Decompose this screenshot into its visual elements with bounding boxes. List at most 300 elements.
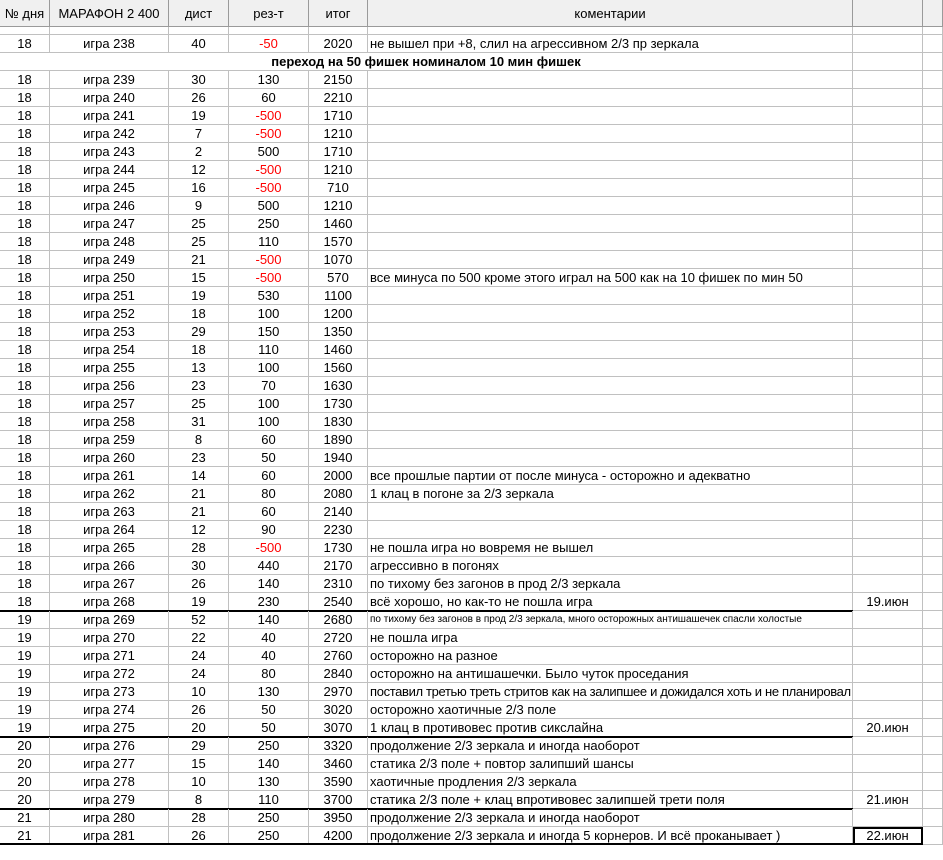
- spacer-cell[interactable]: [853, 27, 923, 35]
- day-cell[interactable]: 18: [0, 593, 50, 611]
- dist-cell[interactable]: 24: [169, 647, 229, 665]
- total-cell[interactable]: 1460: [309, 215, 368, 233]
- day-cell[interactable]: 18: [0, 143, 50, 161]
- game-cell[interactable]: игра 249: [50, 251, 169, 269]
- empty-cell[interactable]: [923, 359, 943, 377]
- day-cell[interactable]: 18: [0, 377, 50, 395]
- dist-cell[interactable]: 10: [169, 683, 229, 701]
- result-cell[interactable]: 100: [229, 395, 309, 413]
- result-cell[interactable]: 60: [229, 467, 309, 485]
- total-cell[interactable]: 2310: [309, 575, 368, 593]
- comment-cell[interactable]: [368, 431, 853, 449]
- total-cell[interactable]: 2080: [309, 485, 368, 503]
- empty-cell[interactable]: [923, 395, 943, 413]
- game-cell[interactable]: игра 274: [50, 701, 169, 719]
- comment-cell[interactable]: по тихому без загонов в прод 2/3 зеркала: [368, 575, 853, 593]
- result-cell[interactable]: 80: [229, 485, 309, 503]
- total-cell[interactable]: 1210: [309, 197, 368, 215]
- game-cell[interactable]: игра 268: [50, 593, 169, 611]
- date-cell[interactable]: [853, 305, 923, 323]
- day-cell[interactable]: 21: [0, 827, 50, 845]
- day-cell[interactable]: 18: [0, 269, 50, 287]
- date-cell[interactable]: [853, 701, 923, 719]
- dist-cell[interactable]: 29: [169, 323, 229, 341]
- result-cell[interactable]: -500: [229, 161, 309, 179]
- day-cell[interactable]: 21: [0, 809, 50, 827]
- comment-cell[interactable]: 1 клац в погоне за 2/3 зеркала: [368, 485, 853, 503]
- result-cell[interactable]: 230: [229, 593, 309, 611]
- result-cell[interactable]: 60: [229, 503, 309, 521]
- game-cell[interactable]: игра 276: [50, 737, 169, 755]
- date-cell[interactable]: [853, 629, 923, 647]
- game-cell[interactable]: игра 277: [50, 755, 169, 773]
- date-cell[interactable]: [853, 539, 923, 557]
- game-cell[interactable]: игра 278: [50, 773, 169, 791]
- game-cell[interactable]: игра 254: [50, 341, 169, 359]
- result-cell[interactable]: -500: [229, 269, 309, 287]
- spacer-cell[interactable]: [309, 27, 368, 35]
- day-cell[interactable]: 20: [0, 737, 50, 755]
- day-cell[interactable]: 19: [0, 629, 50, 647]
- day-cell[interactable]: 19: [0, 683, 50, 701]
- comment-cell[interactable]: по тихому без загонов в прод 2/3 зеркала, много осторожных антишашечек спасли холостые: [368, 611, 853, 629]
- total-cell[interactable]: 2170: [309, 557, 368, 575]
- total-cell[interactable]: 1210: [309, 161, 368, 179]
- date-cell[interactable]: [853, 197, 923, 215]
- result-cell[interactable]: 130: [229, 683, 309, 701]
- dist-cell[interactable]: 28: [169, 809, 229, 827]
- result-cell[interactable]: 500: [229, 143, 309, 161]
- comment-cell[interactable]: не вышел при +8, слил на агрессивном 2/3 пр зеркала: [368, 35, 853, 53]
- result-cell[interactable]: 250: [229, 215, 309, 233]
- date-cell[interactable]: [853, 755, 923, 773]
- game-cell[interactable]: игра 267: [50, 575, 169, 593]
- header-result[interactable]: рез-т: [229, 0, 309, 27]
- empty-cell[interactable]: [923, 305, 943, 323]
- result-cell[interactable]: 250: [229, 737, 309, 755]
- result-cell[interactable]: -500: [229, 251, 309, 269]
- dist-cell[interactable]: 22: [169, 629, 229, 647]
- comment-cell[interactable]: [368, 107, 853, 125]
- dist-cell[interactable]: 14: [169, 467, 229, 485]
- empty-cell[interactable]: [923, 53, 943, 71]
- total-cell[interactable]: 1100: [309, 287, 368, 305]
- dist-cell[interactable]: 12: [169, 161, 229, 179]
- comment-cell[interactable]: осторожно на разное: [368, 647, 853, 665]
- dist-cell[interactable]: 40: [169, 35, 229, 53]
- result-cell[interactable]: -500: [229, 125, 309, 143]
- total-cell[interactable]: 2230: [309, 521, 368, 539]
- dist-cell[interactable]: 26: [169, 827, 229, 845]
- empty-cell[interactable]: [923, 323, 943, 341]
- comment-cell[interactable]: [368, 233, 853, 251]
- comment-cell[interactable]: все минуса по 500 кроме этого играл на 500 как на 10 фишек по мин 50: [368, 269, 853, 287]
- result-cell[interactable]: -500: [229, 179, 309, 197]
- dist-cell[interactable]: 18: [169, 341, 229, 359]
- comment-cell[interactable]: [368, 125, 853, 143]
- dist-cell[interactable]: 26: [169, 701, 229, 719]
- header-marathon[interactable]: МАРАФОН 2 400: [50, 0, 169, 27]
- total-cell[interactable]: 2150: [309, 71, 368, 89]
- comment-cell[interactable]: [368, 161, 853, 179]
- day-cell[interactable]: 18: [0, 125, 50, 143]
- comment-cell[interactable]: агрессивно в погонях: [368, 557, 853, 575]
- total-cell[interactable]: 3590: [309, 773, 368, 791]
- empty-cell[interactable]: [923, 269, 943, 287]
- empty-cell[interactable]: [923, 35, 943, 53]
- day-cell[interactable]: 18: [0, 467, 50, 485]
- empty-cell[interactable]: [923, 611, 943, 629]
- header-dist[interactable]: дист: [169, 0, 229, 27]
- header-empty-2[interactable]: [923, 0, 943, 27]
- comment-cell[interactable]: статика 2/3 поле + клац впротивовес залипшей трети поля: [368, 791, 853, 809]
- comment-cell[interactable]: поставил третью треть стритов как на залипшее и дожидался хоть и не планировал: [368, 683, 853, 701]
- total-cell[interactable]: 1730: [309, 395, 368, 413]
- comment-cell[interactable]: все прошлые партии от после минуса - осторожно и адекватно: [368, 467, 853, 485]
- dist-cell[interactable]: 21: [169, 485, 229, 503]
- game-cell[interactable]: игра 256: [50, 377, 169, 395]
- day-cell[interactable]: 19: [0, 611, 50, 629]
- game-cell[interactable]: игра 240: [50, 89, 169, 107]
- comment-cell[interactable]: статика 2/3 поле + повтор залипший шансы: [368, 755, 853, 773]
- result-cell[interactable]: 440: [229, 557, 309, 575]
- result-cell[interactable]: 100: [229, 359, 309, 377]
- day-cell[interactable]: 19: [0, 719, 50, 737]
- game-cell[interactable]: игра 250: [50, 269, 169, 287]
- day-cell[interactable]: 19: [0, 647, 50, 665]
- game-cell[interactable]: игра 251: [50, 287, 169, 305]
- date-cell[interactable]: [853, 71, 923, 89]
- total-cell[interactable]: 2680: [309, 611, 368, 629]
- date-cell[interactable]: [853, 647, 923, 665]
- date-cell[interactable]: [853, 809, 923, 827]
- comment-cell[interactable]: [368, 305, 853, 323]
- header-day[interactable]: № дня: [0, 0, 50, 27]
- dist-cell[interactable]: 25: [169, 395, 229, 413]
- dist-cell[interactable]: 18: [169, 305, 229, 323]
- game-cell[interactable]: игра 238: [50, 35, 169, 53]
- game-cell[interactable]: игра 253: [50, 323, 169, 341]
- total-cell[interactable]: 1630: [309, 377, 368, 395]
- total-cell[interactable]: 1710: [309, 107, 368, 125]
- dist-cell[interactable]: 15: [169, 269, 229, 287]
- dist-cell[interactable]: 23: [169, 377, 229, 395]
- result-cell[interactable]: 40: [229, 629, 309, 647]
- total-cell[interactable]: 1350: [309, 323, 368, 341]
- result-cell[interactable]: 250: [229, 827, 309, 845]
- result-cell[interactable]: 90: [229, 521, 309, 539]
- total-cell[interactable]: 1890: [309, 431, 368, 449]
- comment-cell[interactable]: хаотичные продления 2/3 зеркала: [368, 773, 853, 791]
- empty-cell[interactable]: [923, 197, 943, 215]
- date-cell[interactable]: [853, 161, 923, 179]
- date-cell[interactable]: [853, 215, 923, 233]
- empty-cell[interactable]: [923, 89, 943, 107]
- total-cell[interactable]: 3460: [309, 755, 368, 773]
- result-cell[interactable]: -50: [229, 35, 309, 53]
- total-cell[interactable]: 3070: [309, 719, 368, 737]
- game-cell[interactable]: игра 241: [50, 107, 169, 125]
- comment-cell[interactable]: [368, 197, 853, 215]
- empty-cell[interactable]: [923, 503, 943, 521]
- total-cell[interactable]: 1070: [309, 251, 368, 269]
- day-cell[interactable]: 18: [0, 251, 50, 269]
- empty-cell[interactable]: [923, 539, 943, 557]
- empty-cell[interactable]: [923, 719, 943, 737]
- comment-cell[interactable]: [368, 503, 853, 521]
- result-cell[interactable]: 60: [229, 431, 309, 449]
- comment-cell[interactable]: продолжение 2/3 зеркала и иногда 5 корнеров. И всё проканывает ): [368, 827, 853, 845]
- empty-cell[interactable]: [923, 467, 943, 485]
- date-cell[interactable]: [853, 485, 923, 503]
- comment-cell[interactable]: [368, 413, 853, 431]
- date-cell[interactable]: [853, 503, 923, 521]
- result-cell[interactable]: 110: [229, 341, 309, 359]
- empty-cell[interactable]: [923, 341, 943, 359]
- empty-cell[interactable]: [923, 665, 943, 683]
- comment-cell[interactable]: продолжение 2/3 зеркала и иногда наоборот: [368, 809, 853, 827]
- game-cell[interactable]: игра 239: [50, 71, 169, 89]
- total-cell[interactable]: 2840: [309, 665, 368, 683]
- total-cell[interactable]: 1460: [309, 341, 368, 359]
- empty-cell[interactable]: [923, 161, 943, 179]
- date-cell[interactable]: [853, 233, 923, 251]
- empty-cell[interactable]: [923, 575, 943, 593]
- day-cell[interactable]: 18: [0, 413, 50, 431]
- comment-cell[interactable]: осторожно на антишашечки. Было чуток проседания: [368, 665, 853, 683]
- game-cell[interactable]: игра 281: [50, 827, 169, 845]
- day-cell[interactable]: 18: [0, 35, 50, 53]
- game-cell[interactable]: игра 266: [50, 557, 169, 575]
- game-cell[interactable]: игра 259: [50, 431, 169, 449]
- comment-cell[interactable]: [368, 71, 853, 89]
- empty-cell[interactable]: [923, 71, 943, 89]
- comment-cell[interactable]: [368, 341, 853, 359]
- header-total[interactable]: итог: [309, 0, 368, 27]
- empty-cell[interactable]: [923, 413, 943, 431]
- day-cell[interactable]: 18: [0, 89, 50, 107]
- comment-cell[interactable]: [368, 521, 853, 539]
- game-cell[interactable]: игра 260: [50, 449, 169, 467]
- game-cell[interactable]: игра 245: [50, 179, 169, 197]
- game-cell[interactable]: игра 275: [50, 719, 169, 737]
- day-cell[interactable]: 19: [0, 701, 50, 719]
- game-cell[interactable]: игра 258: [50, 413, 169, 431]
- comment-cell[interactable]: всё хорошо, но как-то не пошла игра: [368, 593, 853, 611]
- total-cell[interactable]: 710: [309, 179, 368, 197]
- game-cell[interactable]: игра 263: [50, 503, 169, 521]
- section-banner[interactable]: переход на 50 фишек номиналом 10 мин фишек: [0, 53, 853, 71]
- empty-cell[interactable]: [923, 107, 943, 125]
- comment-cell[interactable]: [368, 287, 853, 305]
- total-cell[interactable]: 1560: [309, 359, 368, 377]
- comment-cell[interactable]: не пошла игра: [368, 629, 853, 647]
- date-cell[interactable]: 19.июн: [853, 593, 923, 611]
- total-cell[interactable]: 1830: [309, 413, 368, 431]
- empty-cell[interactable]: [923, 683, 943, 701]
- date-cell[interactable]: [853, 611, 923, 629]
- empty-cell[interactable]: [923, 521, 943, 539]
- game-cell[interactable]: игра 262: [50, 485, 169, 503]
- day-cell[interactable]: 18: [0, 359, 50, 377]
- total-cell[interactable]: 2720: [309, 629, 368, 647]
- day-cell[interactable]: 18: [0, 539, 50, 557]
- result-cell[interactable]: 60: [229, 89, 309, 107]
- date-cell[interactable]: [853, 683, 923, 701]
- empty-cell[interactable]: [923, 287, 943, 305]
- dist-cell[interactable]: 10: [169, 773, 229, 791]
- result-cell[interactable]: -500: [229, 107, 309, 125]
- day-cell[interactable]: 18: [0, 395, 50, 413]
- dist-cell[interactable]: 28: [169, 539, 229, 557]
- result-cell[interactable]: 110: [229, 233, 309, 251]
- result-cell[interactable]: 150: [229, 323, 309, 341]
- comment-cell[interactable]: [368, 215, 853, 233]
- date-cell[interactable]: 21.июн: [853, 791, 923, 809]
- date-cell[interactable]: [853, 665, 923, 683]
- dist-cell[interactable]: 19: [169, 107, 229, 125]
- game-cell[interactable]: игра 244: [50, 161, 169, 179]
- comment-cell[interactable]: [368, 377, 853, 395]
- total-cell[interactable]: 2140: [309, 503, 368, 521]
- result-cell[interactable]: 40: [229, 647, 309, 665]
- empty-cell[interactable]: [923, 791, 943, 809]
- date-cell[interactable]: [853, 395, 923, 413]
- empty-cell[interactable]: [923, 809, 943, 827]
- date-cell[interactable]: [853, 431, 923, 449]
- date-cell[interactable]: [853, 89, 923, 107]
- day-cell[interactable]: 18: [0, 323, 50, 341]
- dist-cell[interactable]: 2: [169, 143, 229, 161]
- date-cell[interactable]: 22.июн: [853, 827, 923, 845]
- comment-cell[interactable]: [368, 449, 853, 467]
- result-cell[interactable]: 130: [229, 773, 309, 791]
- empty-cell[interactable]: [923, 143, 943, 161]
- spacer-cell[interactable]: [169, 27, 229, 35]
- result-cell[interactable]: 500: [229, 197, 309, 215]
- game-cell[interactable]: игра 243: [50, 143, 169, 161]
- day-cell[interactable]: 18: [0, 215, 50, 233]
- game-cell[interactable]: игра 247: [50, 215, 169, 233]
- empty-cell[interactable]: [923, 629, 943, 647]
- day-cell[interactable]: 18: [0, 71, 50, 89]
- comment-cell[interactable]: продолжение 2/3 зеркала и иногда наоборот: [368, 737, 853, 755]
- total-cell[interactable]: 3950: [309, 809, 368, 827]
- game-cell[interactable]: игра 265: [50, 539, 169, 557]
- day-cell[interactable]: 18: [0, 233, 50, 251]
- total-cell[interactable]: 3320: [309, 737, 368, 755]
- total-cell[interactable]: 2020: [309, 35, 368, 53]
- game-cell[interactable]: игра 273: [50, 683, 169, 701]
- day-cell[interactable]: 18: [0, 485, 50, 503]
- result-cell[interactable]: -500: [229, 539, 309, 557]
- dist-cell[interactable]: 52: [169, 611, 229, 629]
- day-cell[interactable]: 19: [0, 665, 50, 683]
- empty-cell[interactable]: [923, 701, 943, 719]
- total-cell[interactable]: 2760: [309, 647, 368, 665]
- date-cell[interactable]: [853, 341, 923, 359]
- dist-cell[interactable]: 19: [169, 593, 229, 611]
- game-cell[interactable]: игра 255: [50, 359, 169, 377]
- result-cell[interactable]: 140: [229, 755, 309, 773]
- dist-cell[interactable]: 24: [169, 665, 229, 683]
- day-cell[interactable]: 18: [0, 161, 50, 179]
- dist-cell[interactable]: 31: [169, 413, 229, 431]
- empty-cell[interactable]: [923, 593, 943, 611]
- empty-cell[interactable]: [923, 233, 943, 251]
- game-cell[interactable]: игра 261: [50, 467, 169, 485]
- total-cell[interactable]: 1710: [309, 143, 368, 161]
- empty-cell[interactable]: [923, 773, 943, 791]
- date-cell[interactable]: [853, 557, 923, 575]
- dist-cell[interactable]: 20: [169, 719, 229, 737]
- game-cell[interactable]: игра 246: [50, 197, 169, 215]
- dist-cell[interactable]: 15: [169, 755, 229, 773]
- date-cell[interactable]: [853, 575, 923, 593]
- total-cell[interactable]: 1200: [309, 305, 368, 323]
- day-cell[interactable]: 18: [0, 575, 50, 593]
- total-cell[interactable]: 3020: [309, 701, 368, 719]
- result-cell[interactable]: 80: [229, 665, 309, 683]
- date-cell[interactable]: [853, 449, 923, 467]
- total-cell[interactable]: 1730: [309, 539, 368, 557]
- day-cell[interactable]: 18: [0, 449, 50, 467]
- empty-cell[interactable]: [923, 557, 943, 575]
- empty-cell[interactable]: [923, 431, 943, 449]
- dist-cell[interactable]: 16: [169, 179, 229, 197]
- date-cell[interactable]: [853, 125, 923, 143]
- day-cell[interactable]: 18: [0, 503, 50, 521]
- result-cell[interactable]: 50: [229, 449, 309, 467]
- empty-cell[interactable]: [923, 449, 943, 467]
- date-cell[interactable]: [853, 287, 923, 305]
- game-cell[interactable]: игра 264: [50, 521, 169, 539]
- game-cell[interactable]: игра 269: [50, 611, 169, 629]
- result-cell[interactable]: 70: [229, 377, 309, 395]
- empty-cell[interactable]: [923, 377, 943, 395]
- date-cell[interactable]: [853, 467, 923, 485]
- dist-cell[interactable]: 8: [169, 791, 229, 809]
- result-cell[interactable]: 250: [229, 809, 309, 827]
- total-cell[interactable]: 1940: [309, 449, 368, 467]
- total-cell[interactable]: 2000: [309, 467, 368, 485]
- comment-cell[interactable]: [368, 89, 853, 107]
- result-cell[interactable]: 110: [229, 791, 309, 809]
- game-cell[interactable]: игра 248: [50, 233, 169, 251]
- dist-cell[interactable]: 19: [169, 287, 229, 305]
- game-cell[interactable]: игра 270: [50, 629, 169, 647]
- spacer-cell[interactable]: [923, 27, 943, 35]
- empty-cell[interactable]: [923, 125, 943, 143]
- day-cell[interactable]: 18: [0, 341, 50, 359]
- total-cell[interactable]: 2970: [309, 683, 368, 701]
- date-cell[interactable]: [853, 413, 923, 431]
- comment-cell[interactable]: [368, 323, 853, 341]
- header-empty[interactable]: [853, 0, 923, 27]
- date-cell[interactable]: [853, 251, 923, 269]
- comment-cell[interactable]: [368, 251, 853, 269]
- empty-cell[interactable]: [923, 485, 943, 503]
- game-cell[interactable]: игра 279: [50, 791, 169, 809]
- dist-cell[interactable]: 13: [169, 359, 229, 377]
- spacer-cell[interactable]: [229, 27, 309, 35]
- dist-cell[interactable]: 12: [169, 521, 229, 539]
- spacer-cell[interactable]: [368, 27, 853, 35]
- dist-cell[interactable]: 21: [169, 251, 229, 269]
- result-cell[interactable]: 140: [229, 575, 309, 593]
- total-cell[interactable]: 2540: [309, 593, 368, 611]
- comment-cell[interactable]: [368, 179, 853, 197]
